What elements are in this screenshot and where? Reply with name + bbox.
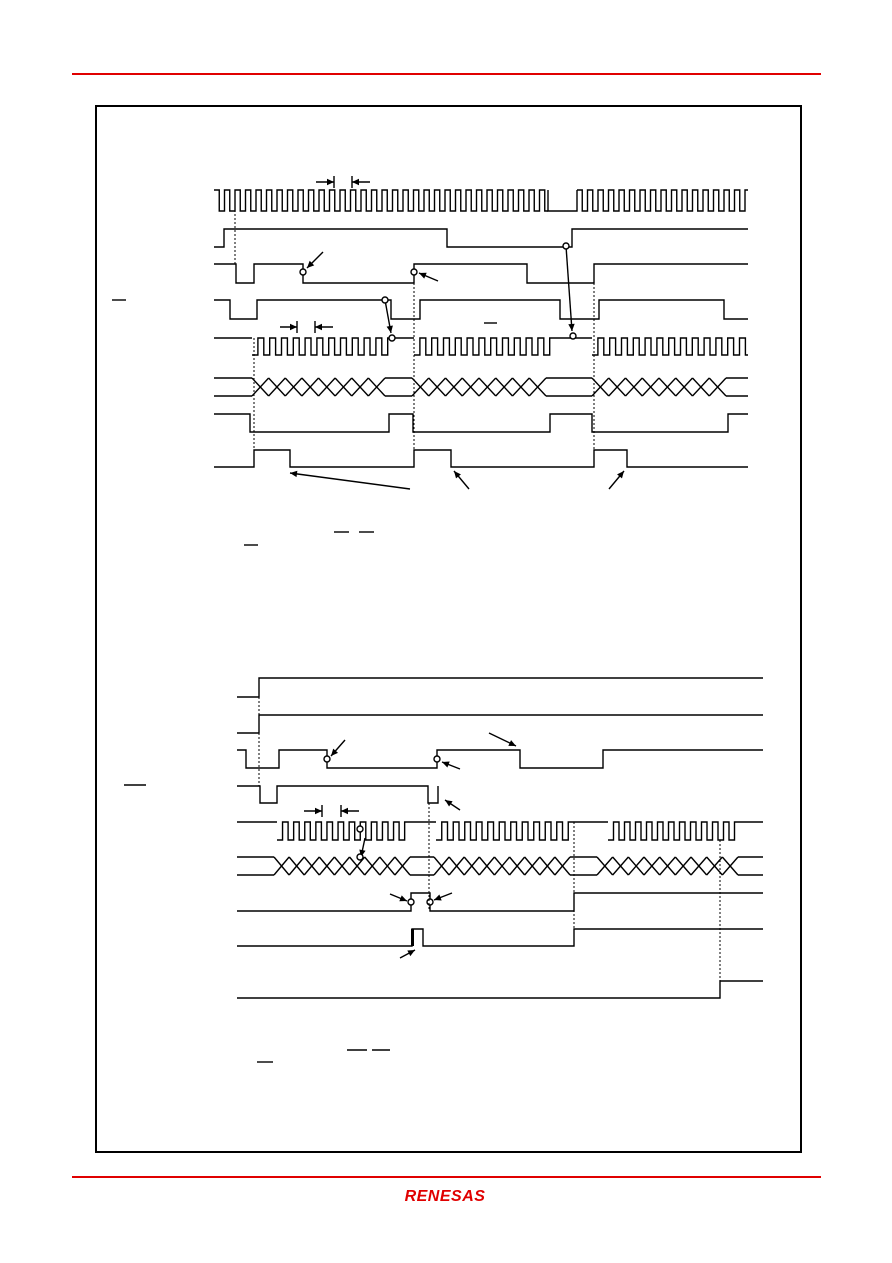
d1-period-arrow-l-head [327,179,334,185]
d2-rx-mark-2 [427,899,433,905]
d2-overrun-arrow [400,950,415,958]
d2-overrun-signal [237,929,763,946]
d1-period-arrow-l [316,179,334,185]
renesas-logo-text: RENESAS [404,1188,486,1205]
d1-sclk-mark-2 [570,333,576,339]
d1-link-origin-1 [382,297,388,303]
d2-busy-arrow-1 [331,740,345,756]
d2-rx-arrow-1 [390,894,407,901]
d2-data-frame-2 [434,857,570,875]
d1-link-arrow-1 [385,300,393,333]
d1-enable-signal [214,229,748,247]
d1-sclk-period-arrow-l-head [290,324,297,330]
d2-sclk-period-arrow-r-head [341,808,348,814]
d1-sclk-burst-2 [414,338,550,355]
d1-clock-gap [548,190,577,211]
d1-busy-arrow-1 [307,252,323,268]
d1-int-arrow-1-shaft [290,473,410,489]
d2-rx-arrow-2 [434,893,452,900]
d2-sclk-period-arrow-r [341,808,359,814]
d1-int-arrow-1 [290,471,410,489]
d2-busy-arrow-3 [489,733,516,746]
d2-cs-arrow-head [445,800,453,807]
d1-link-arrow-1-head [387,326,393,333]
d2-cs-signal [237,786,438,803]
d1-sclk-period-arrow-r-head [315,324,322,330]
d2-cs-arrow [445,800,460,810]
d1-data-frame-3 [592,378,726,396]
d1-link-origin-2 [563,243,569,249]
renesas-logo [389,1186,501,1208]
d2-sclk-period-arrow-l [304,808,322,814]
d1-data-frame-1 [252,378,385,396]
d2-sclk-mark [357,826,363,832]
d1-sclk-burst-3 [592,338,748,355]
d1-link-arrow-2-head [568,324,574,331]
d1-tx-empty-signal [214,414,748,432]
d2-data-frame-1 [274,857,410,875]
d1-busy-mark-2 [411,269,417,275]
timing-diagram-1 [112,176,748,545]
d1-int-arrow-1-head [290,471,297,477]
d1-sclk-mark-1 [389,335,395,341]
d1-link-arrow-2 [566,246,575,331]
d2-sclk-burst-2 [436,822,574,840]
d2-error-signal [237,981,763,998]
d1-busy-mark-1 [300,269,306,275]
d1-interrupt-signal [214,450,748,467]
d1-sclk-period-arrow-l [280,324,297,330]
d2-sclk-period-arrow-l-head [315,808,322,814]
d1-internal-clock [214,190,548,211]
d1-data-frame-2 [412,378,546,396]
d2-enable-signal [237,678,763,697]
d1-link-arrow-2-shaft [566,246,572,331]
d1-sclk-period-arrow-r [315,324,333,330]
d1-sclk-burst-1 [252,338,392,355]
d1-period-arrow-r-head [352,179,359,185]
d2-sclk-burst-3 [608,822,740,840]
d1-busy-signal [214,264,748,283]
d2-busy-signal [237,750,763,768]
d2-busy-arrow-2 [442,762,460,769]
d2-ready-signal [237,715,763,733]
d2-data-frame-3 [597,857,738,875]
d1-busy-arrow-2 [419,273,438,281]
d2-sclk-burst-1 [277,822,410,840]
d2-busy-mark-1 [324,756,330,762]
d2-rx-full-signal [237,893,763,911]
d1-int-arrow-3 [609,471,624,489]
timing-diagram-2 [124,678,763,1062]
d1-cs-signal [214,300,748,319]
d2-busy-mark-2 [434,756,440,762]
d1-int-arrow-2 [454,471,469,489]
d1-internal-clock-b [577,190,748,211]
d2-rx-mark-1 [408,899,414,905]
d1-period-arrow-r [352,179,370,185]
d2-overrun-hatch [411,929,414,946]
